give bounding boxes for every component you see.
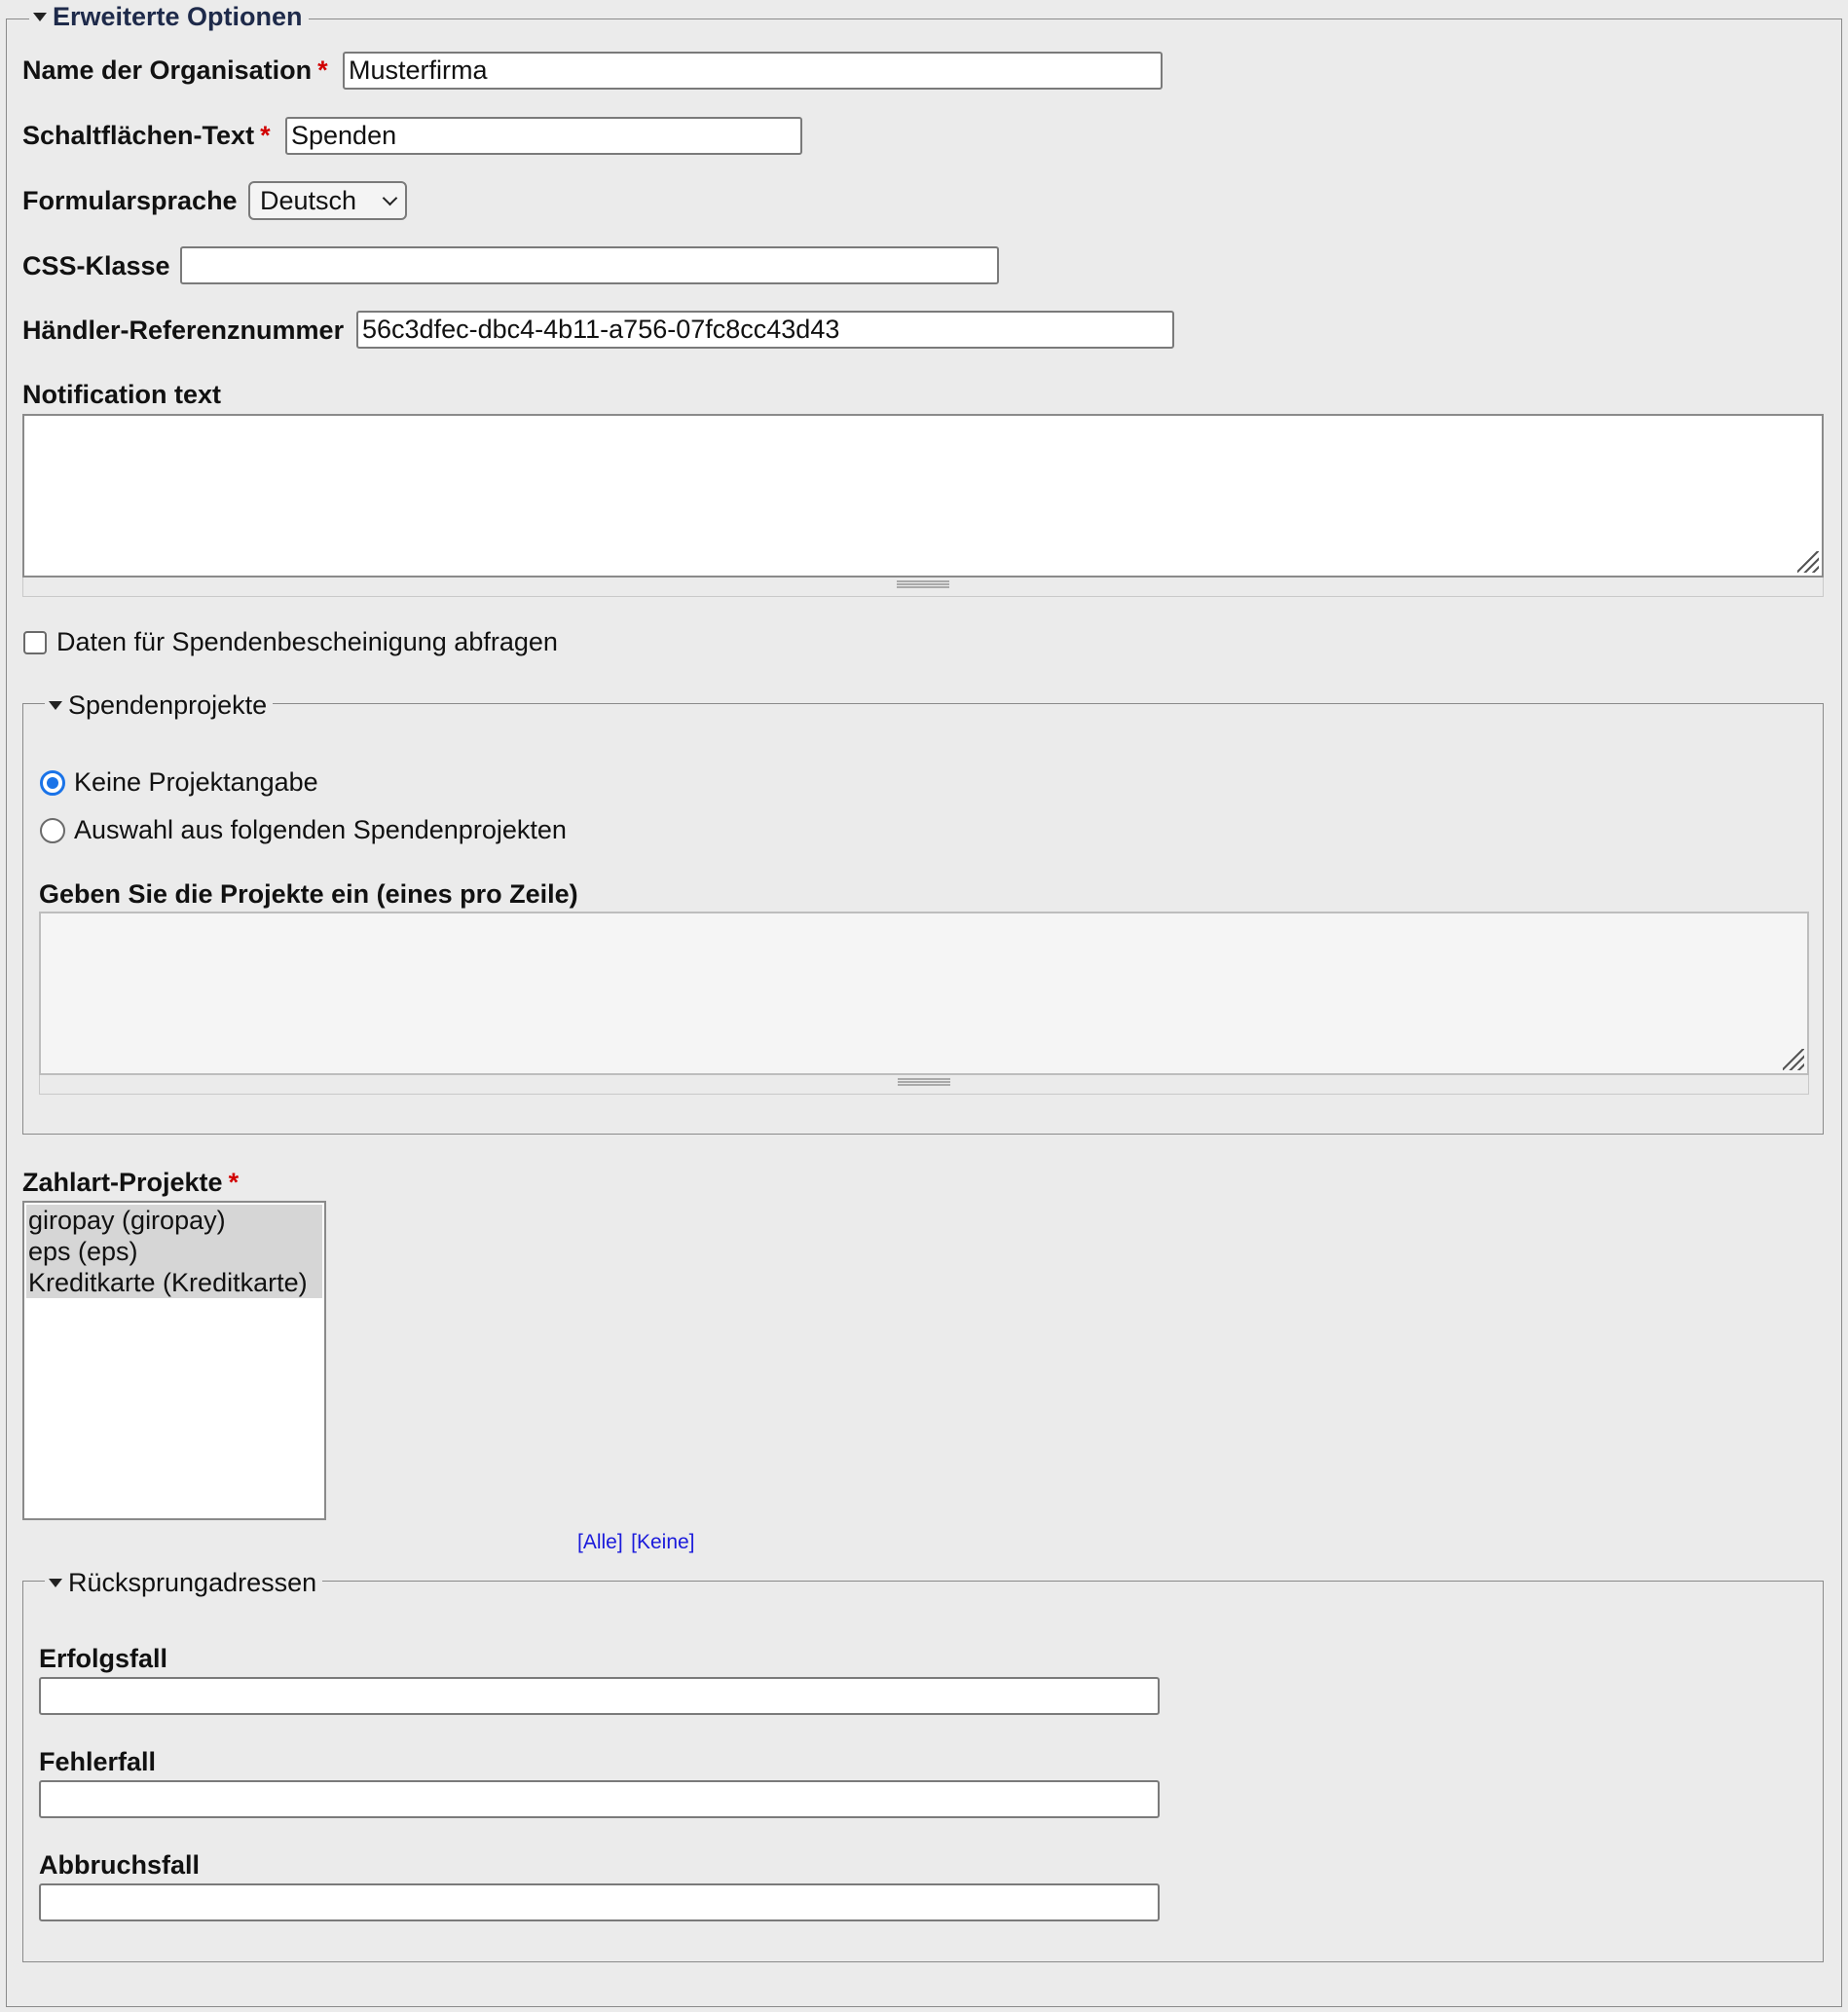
required-marker: * xyxy=(228,1168,240,1197)
required-marker: * xyxy=(317,56,328,85)
notification-textarea[interactable] xyxy=(22,414,1824,578)
projects-textarea[interactable] xyxy=(39,912,1809,1075)
button-text-label: Schaltflächen-Text * xyxy=(22,121,271,150)
radio-no-project[interactable] xyxy=(40,770,65,796)
chevron-down-icon xyxy=(383,190,398,205)
donation-receipt-label[interactable]: Daten für Spendenbescheinigung abfragen xyxy=(56,627,558,656)
resize-grip-icon[interactable] xyxy=(1797,551,1819,573)
radio-no-project-label[interactable]: Keine Projektangabe xyxy=(74,767,318,797)
advanced-options-legend[interactable] xyxy=(29,2,309,32)
form-language-value: Deutsch xyxy=(260,186,357,215)
radio-select-projects-label[interactable]: Auswahl aus folgenden Spendenprojekten xyxy=(74,815,567,844)
css-class-input[interactable] xyxy=(180,246,999,284)
donation-projects-title: Spendenprojekte xyxy=(68,690,268,720)
projects-input-label: Geben Sie die Projekte ein (eines pro Zeile) xyxy=(39,879,578,909)
success-url-label: Erfolgsfall xyxy=(39,1644,168,1673)
merchant-reference-input[interactable]: 56c3dfec-dbc4-4b11-a756-07fc8cc43d43 xyxy=(356,311,1174,349)
required-marker: * xyxy=(260,121,271,150)
payment-option-giropay[interactable]: giropay (giropay) xyxy=(26,1205,322,1236)
error-url-label: Fehlerfall xyxy=(39,1747,157,1776)
org-name-label: Name der Organisation * xyxy=(22,56,328,85)
return-urls-title: Rücksprungadressen xyxy=(68,1568,317,1597)
collapse-triangle-icon xyxy=(33,13,47,21)
payment-projects-label: Zahlart-Projekte * xyxy=(22,1168,240,1197)
resize-grip-icon[interactable] xyxy=(1783,1049,1804,1070)
cancel-url-label: Abbruchsfall xyxy=(39,1850,201,1880)
cancel-url-input[interactable] xyxy=(39,1883,1160,1921)
org-name-input[interactable]: Musterfirma xyxy=(343,52,1163,90)
radio-select-projects[interactable] xyxy=(40,818,65,843)
button-text-input[interactable]: Spenden xyxy=(285,117,802,155)
form-language-label: Formularsprache xyxy=(22,186,238,215)
donation-receipt-checkbox[interactable] xyxy=(23,631,47,654)
payment-option-eps[interactable]: eps (eps) xyxy=(26,1236,322,1267)
projects-resize-bar[interactable] xyxy=(39,1075,1809,1095)
select-all-link[interactable]: [Alle] xyxy=(577,1531,623,1553)
form-language-select[interactable] xyxy=(248,181,407,220)
css-class-label: CSS-Klasse xyxy=(22,251,170,280)
collapse-triangle-icon xyxy=(49,701,62,710)
collapse-triangle-icon xyxy=(49,1579,62,1587)
donation-projects-legend[interactable] xyxy=(45,690,273,721)
advanced-options-title: Erweiterte Optionen xyxy=(53,2,303,31)
payment-projects-listbox[interactable] xyxy=(22,1201,326,1520)
drag-handle-icon xyxy=(898,1078,950,1086)
select-none-link[interactable]: [Keine] xyxy=(631,1531,695,1553)
select-links xyxy=(577,1531,695,1554)
notification-resize-bar[interactable] xyxy=(22,578,1824,597)
drag-handle-icon xyxy=(897,580,949,588)
merchant-reference-label: Händler-Referenznummer xyxy=(22,316,345,345)
return-urls-legend[interactable] xyxy=(45,1568,322,1598)
notification-text-label: Notification text xyxy=(22,380,222,409)
payment-option-kreditkarte[interactable]: Kreditkarte (Kreditkarte) xyxy=(26,1267,322,1298)
error-url-input[interactable] xyxy=(39,1780,1160,1818)
success-url-input[interactable] xyxy=(39,1677,1160,1715)
